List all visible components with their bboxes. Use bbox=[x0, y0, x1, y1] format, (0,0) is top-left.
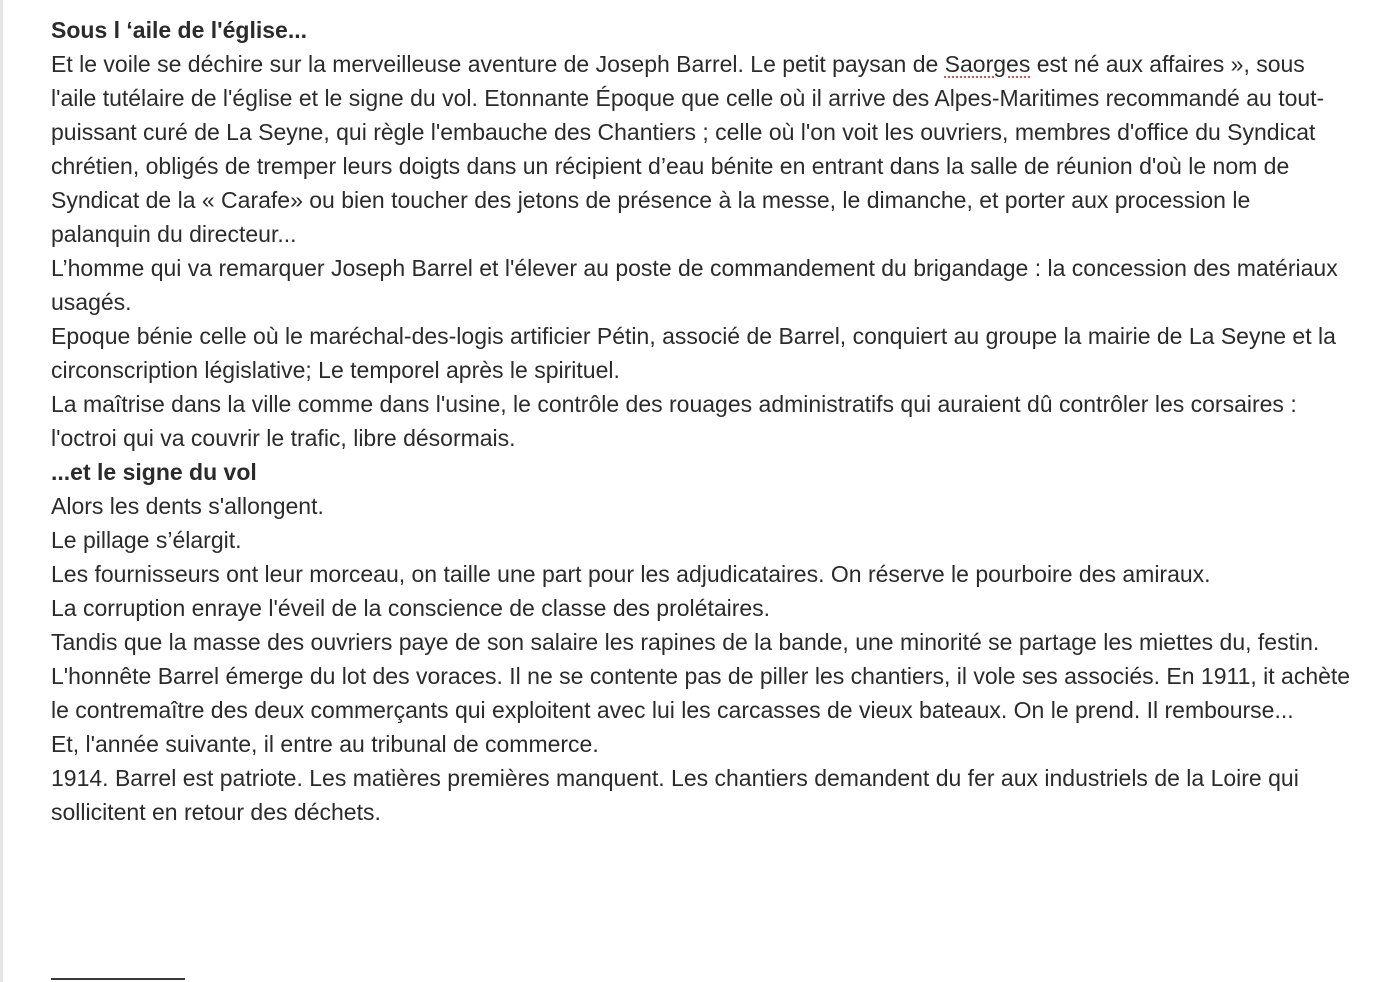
paragraph-4: La maîtrise dans la ville comme dans l'usine, le contrôle des rouages administratifs qui auraient dû contrôler les corsaires : l'octroi qui va couvrir le trafic, libre désormais. bbox=[51, 391, 1297, 451]
window-left-border bbox=[0, 0, 3, 982]
paragraph-9: Tandis que la masse des ouvriers paye de son salaire les rapines de la bande, une minorité se partage les miettes du, festin. bbox=[51, 629, 1320, 655]
section-heading-1: Sous l ‘aile de l'église... bbox=[51, 17, 308, 43]
paragraph-8: La corruption enraye l'éveil de la conscience de classe des prolétaires. bbox=[51, 595, 771, 621]
paragraph-2: L’homme qui va remarquer Joseph Barrel et l'élever au poste de commandement du brigandage : la concession des matériaux usagés. bbox=[51, 255, 1338, 315]
paragraph-1 bbox=[51, 47, 1351, 251]
footnote-separator-line bbox=[51, 978, 185, 980]
section-heading-2: ...et le signe du vol bbox=[51, 459, 257, 485]
paragraph-1-text-a: Et le voile se déchire sur la merveilleuse aventure de Joseph Barrel. Le petit paysan de bbox=[51, 51, 945, 77]
paragraph-1-text-b: est né aux affaires », sous l'aile tutélaire de l'église et le signe du vol. Etonnante Époque que celle où il arrive des Alpes-Maritimes recommandé au tout-puissant curé de La Seyne, qui règle l'embauche des Chantiers ; celle où l'on voit les ouvriers, membres d'office du Syndicat chrétien, obligés de tremper leurs doigts dans un récipient d’eau bénite en entrant dans la salle de réunion d'où le nom de Syndicat de la « Carafe» ou bien toucher des jetons de présence à la messe, le dimanche, et porter aux procession le palanquin du directeur... bbox=[51, 51, 1325, 247]
misspelled-word[interactable]: Saorges bbox=[944, 51, 1031, 77]
document-body[interactable] bbox=[51, 13, 1351, 829]
paragraph-7: Les fournisseurs ont leur morceau, on taille une part pour les adjudicataires. On réserve le pourboire des amiraux. bbox=[51, 561, 1211, 587]
paragraph-5: Alors les dents s'allongent. bbox=[51, 493, 324, 519]
paragraph-11: Et, l'année suivante, il entre au tribunal de commerce. bbox=[51, 731, 599, 757]
paragraph-3: Epoque bénie celle où le maréchal-des-logis artificier Pétin, associé de Barrel, conquiert au groupe la mairie de La Seyne et la circonscription législative; Le temporel après le spirituel. bbox=[51, 323, 1336, 383]
paragraph-12: 1914. Barrel est patriote. Les matières premières manquent. Les chantiers demandent du fer aux industriels de la Loire qui sollicitent en retour des déchets. bbox=[51, 765, 1299, 825]
paragraph-6: Le pillage s’élargit. bbox=[51, 527, 242, 553]
paragraph-10: L'honnête Barrel émerge du lot des voraces. Il ne se contente pas de piller les chantiers, il vole ses associés. En 1911, it achète le contremaître des deux commerçants qui exploitent avec lui les carcasses de vieux bateaux. On le prend. Il rembourse... bbox=[51, 663, 1351, 723]
